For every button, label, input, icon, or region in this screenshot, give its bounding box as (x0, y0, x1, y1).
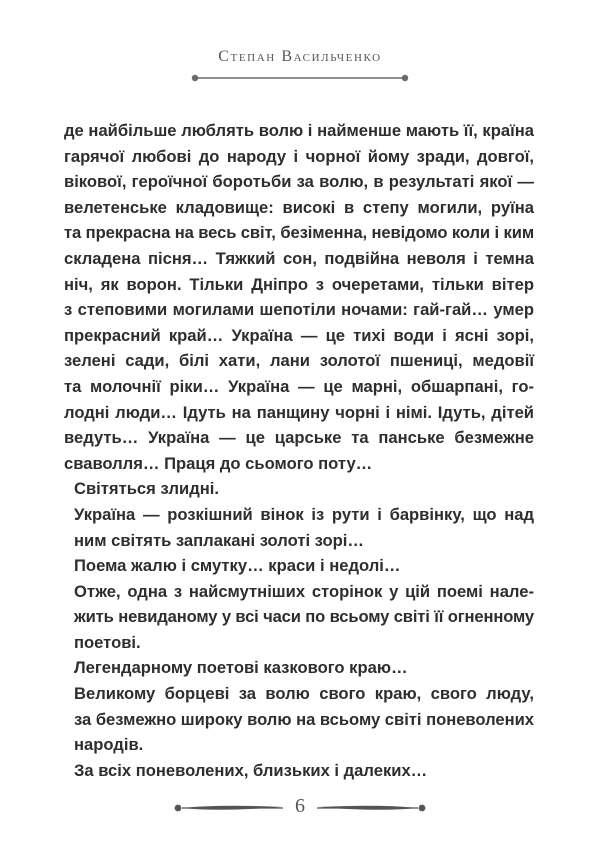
paragraph (64, 476, 534, 502)
text-line: та прекрасна на весь світ, безіменна, невідомо коли і ким (64, 223, 534, 243)
paragraph (64, 579, 534, 656)
page-footer (0, 794, 600, 824)
text-line: За всіх поневолених, близьких і далеких… (74, 760, 428, 780)
text-line: гарячої любові до народу і чорної йому зради, довгої, (64, 146, 534, 166)
text-line: Поема жалю і смутку… краси і недолі… (74, 556, 401, 576)
running-header (0, 48, 600, 84)
header-ornament-rule (190, 72, 410, 84)
text-line: з степовими могилами шепотіли ночами: гай-гай… умер (64, 300, 534, 320)
text-line: Україна — розкішний вінок із рути і барвінку, що над (74, 504, 534, 524)
author-name: Степан Васильченко (218, 48, 382, 65)
text-line: лодні люди… Ідуть на панщину чорні і німі. Ідуть, дітей (64, 402, 534, 422)
text-line: складена пісня… Тяжкий сон, подвійна неволя і темна (64, 248, 534, 268)
text-line: поетові. (74, 632, 141, 652)
text-line: вікової, героїчної боротьби за волю, в результаті якої — (64, 172, 534, 192)
text-line: жить невиданому у всі часи по всьому світі її огненному (74, 607, 534, 627)
text-line: прекрасний край… Україна — це тихі води і ясні зорі, (64, 325, 534, 345)
paragraph (64, 681, 534, 758)
text-line: сваволля… Праця до сьомого поту… (64, 453, 373, 473)
text-line: за безмежно широку волю на всьому світі поневолених (74, 709, 534, 729)
text-line: зелені сади, білі хати, лани золотої пшениці, медовії (64, 351, 534, 371)
text-line: народів. (74, 735, 144, 755)
text-line: ніч, як ворон. Тільки Дніпро з очеретами, тільки вітер (64, 274, 534, 294)
paragraph (64, 502, 534, 553)
paragraph (64, 655, 534, 681)
text-line: та молочнії ріки… Україна — це марні, обшарпані, го- (64, 376, 534, 396)
body-text (64, 118, 534, 783)
text-line: ним світять заплакані золоті зорі… (74, 530, 364, 550)
text-line: ведуть… Україна — це царське та панське безмежне (64, 428, 534, 448)
text-line: Світяться злидні. (74, 479, 220, 499)
page-number: 6 (295, 795, 305, 817)
paragraph (64, 758, 534, 784)
text-line: велетенське кладовище: високі в степу могили, руїна (64, 197, 534, 217)
paragraph (64, 118, 534, 476)
text-line: Отже, одна з найсмутніших сторінок у цій поемі нале- (74, 581, 534, 601)
text-line: Легендарному поетові казкового краю… (74, 658, 408, 678)
paragraph (64, 553, 534, 579)
text-line: Великому борцеві за волю свого краю, свого люду, (74, 684, 534, 704)
text-line: де найбільше люблять волю і найменше мають її, країна (64, 121, 534, 140)
